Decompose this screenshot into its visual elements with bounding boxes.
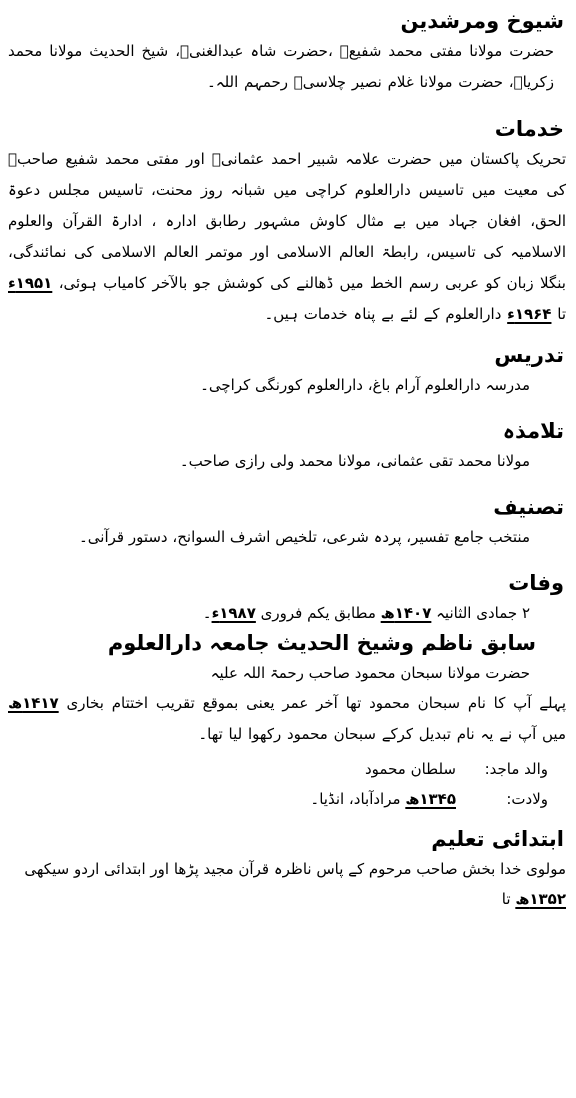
text-part: پہلے آپ کا نام سبحان محمود تھا آخر عمر یعنی بموقع تقریب اختتام بخاری xyxy=(66,694,566,712)
person-name: حضرت مولانا سبحان محمود صاحب رحمۃ اللہ علیہ xyxy=(210,664,530,682)
section-text: مولانا محمد تقی عثمانی، مولانا محمد ولی رازی صاحب۔ xyxy=(179,452,530,470)
section-ibtidai xyxy=(8,824,566,914)
father-label: والد ماجد: xyxy=(484,760,548,778)
section-text xyxy=(8,688,566,750)
section-sabiq xyxy=(8,628,566,814)
text-part: دارالعلوم کے لئے بے پناہ خدمات ہیں۔ xyxy=(264,305,502,323)
section-heading: تلامذہ xyxy=(502,419,564,443)
section-khidmat xyxy=(8,114,566,330)
section-heading: ابتدائی تعلیم xyxy=(431,827,564,851)
father-row xyxy=(8,754,566,784)
section-text xyxy=(8,598,566,628)
text-part: ۲ جمادی الثانیہ xyxy=(436,604,530,622)
section-shuyukh xyxy=(8,6,566,98)
section-heading: تدریس xyxy=(494,343,564,367)
section-text: منتخب جامع تفسیر، پردہ شرعی، تلخیص اشرف السوانح، دستور قرآنی۔ xyxy=(79,528,530,546)
section-heading: سابق ناظم وشیخ الحدیث جامعہ دارالعلوم xyxy=(107,631,536,655)
section-text xyxy=(8,854,566,914)
birth-place: مرادآباد، انڈیا۔ xyxy=(310,790,401,808)
year-gregorian: ۱۹۸۷ء xyxy=(211,604,256,622)
text-part: تا xyxy=(501,890,511,908)
section-wafat xyxy=(8,568,566,628)
text-part: تحریک پاکستان میں حضرت علامہ شبیر احمد عثمانیؒ اور مفتی محمد شفیع صاحبؒ کی معیت میں تاسیس دارالعلوم کراچی میں شبانہ روز محنت، تاسیس مجلس دعوۃ الحق، افغان جہاد میں بے مثال کاوش مشہور رطابق ادارہ ، ادارۃ القرآن والعلوم الاسلامیہ کی تاسیس، رابطۃ العالم الاسلامی اور موتمر العالم الاسلامی کی نمائندگی، بنگلا زبان کو عربی رسم الخط میں ڈھالنے کی کوشش جو بالآخر کامیاب ہوئی، xyxy=(8,150,566,292)
birth-year: ۱۳۴۵ھ xyxy=(405,790,456,808)
section-talamiza xyxy=(8,416,566,476)
father-value: سلطان محمود xyxy=(364,760,456,778)
birth-label: ولادت: xyxy=(506,790,548,808)
section-heading: شیوخ ومرشدین xyxy=(400,9,564,33)
text-part: تا xyxy=(557,305,566,323)
section-text: مدرسہ دارالعلوم آرام باغ، دارالعلوم کورنگی کراچی۔ xyxy=(200,376,530,394)
year-1352: ۱۳۵۲ھ xyxy=(515,890,566,908)
section-text: حضرت مولانا مفتی محمد شفیعؒ ،حضرت شاہ عبدالغنیؒ، شیخ الحدیث مولانا محمد زکریاؒ، حضرت مولانا غلام نصیر چلاسیؒ رحمہم اللہ۔ xyxy=(8,42,554,91)
text-part: میں آپ نے یہ نام تبدیل کرکے سبحان محمود رکھوا لیا تھا۔ xyxy=(198,725,566,743)
text-part: مطابق یکم فروری xyxy=(260,604,376,622)
section-text xyxy=(8,144,566,330)
year-hijri: ۱۴۰۷ھ xyxy=(380,604,432,622)
year-1964: ۱۹۶۴ء xyxy=(507,305,552,323)
section-heading: تصنیف xyxy=(493,495,564,519)
section-tadrees xyxy=(8,340,566,400)
year-1951: ۱۹۵۱ء xyxy=(8,274,53,292)
text-part: ۔ xyxy=(202,604,212,622)
section-heading: خدمات xyxy=(494,117,564,141)
birth-value xyxy=(310,784,456,814)
section-heading: وفات xyxy=(508,571,564,595)
birth-row xyxy=(8,784,566,814)
year-hijri: ۱۴۱۷ھ xyxy=(8,694,59,712)
text-part: مولوی خدا بخش صاحب مرحوم کے پاس ناظرہ قرآن مجید پڑھا اور ابتدائی اردو سیکھی xyxy=(24,860,566,878)
section-tasneef xyxy=(8,492,566,552)
